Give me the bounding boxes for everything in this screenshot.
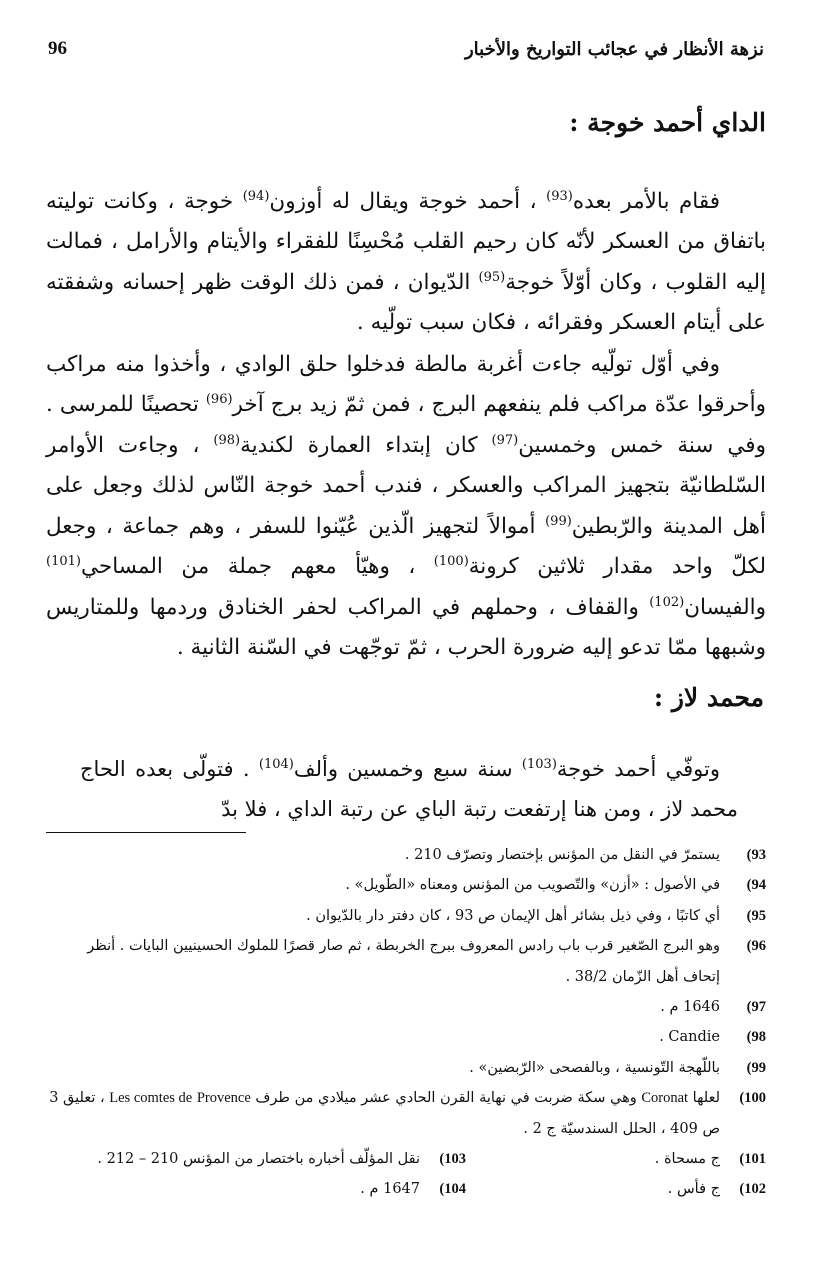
footnote-text: أي كاتبًا ، وفي ذيل بشائر أهل الإيمان ص 93 ، كان دفتر دار بالدّيوان .	[306, 907, 720, 924]
footnote-number: 94)	[746, 877, 766, 894]
text-run: وتوفّي أحمد خوجة	[556, 757, 720, 781]
text-run: ، تعليق 3 ص 409 ، الحلل السندسيّة ج 2 .	[49, 1090, 720, 1137]
footnote-ref-98: (98)	[213, 432, 241, 448]
footnote-ref-104: (104)	[258, 757, 294, 772]
text-run: خوجة ، وكانت توليته باتفاق من العسكر لأنّه كان رحيم القلب مُحْسِنًا للفقراء والأيتام والأرامل ، فمالت إليه القلوب ، وكان أوّلاً خوجة	[46, 188, 766, 295]
footnote-ref-99: (99)	[545, 513, 572, 529]
footnote-text	[46, 1083, 720, 1144]
text-run: وفي أوّل تولّيه جاءت أغربة مالطة فدخلوا حلق الوادي ، وأخذوا منه مراكب وأحرقوا عدّة مراكب فلم ينفعهم البرج ، فمن ثمّ زيد برج آخر	[46, 351, 766, 417]
footnote	[46, 840, 766, 870]
footnote	[46, 992, 766, 1022]
footnote	[46, 870, 766, 900]
paragraph-1	[46, 182, 766, 344]
footnote-text: Candie .	[659, 1029, 720, 1046]
latin-term: Coronat	[641, 1090, 689, 1107]
text-run: سنة سبع وخمسين وألف	[293, 757, 522, 781]
footnote-text: يستمرّ في النقل من المؤنس بإختصار وتصرّف 210 .	[404, 847, 720, 863]
footnote-ref-97: (97)	[491, 432, 519, 448]
footnote	[466, 1144, 766, 1174]
footnote-ref-103: (103)	[521, 757, 557, 772]
footnote-text: 1647 م .	[360, 1181, 420, 1198]
footnote-text: نقل المؤلّف أخباره باختصار من المؤنس 210 – 212 .	[97, 1151, 420, 1168]
footnote	[46, 1022, 766, 1052]
text-run: وهي سكة ضربت في نهاية القرن الحادي عشر ميلادي من طرف	[250, 1090, 642, 1107]
footnote-pair	[46, 1174, 766, 1204]
text-run: الدّيوان ، فمن ذلك الوقت ظهر إحسانه وشفقته على أيتام العسكر وفقرائه ، فكان سبب تولّيه .	[46, 269, 766, 335]
text-run: والفيسان	[684, 594, 766, 620]
latin-term: Provence	[196, 1090, 251, 1107]
footnote	[466, 1174, 766, 1204]
paragraph-2	[46, 345, 766, 669]
footnote	[46, 1174, 466, 1204]
footnote-ref-102: (102)	[649, 594, 685, 610]
footnote-number: 101)	[739, 1151, 766, 1168]
footnote-text: باللّهجة التّونسية ، وبالفصحى «الرّبضين» .	[469, 1059, 720, 1076]
footnote	[46, 931, 766, 992]
footnote	[46, 1083, 766, 1144]
footnote-ref-96: (96)	[205, 391, 233, 407]
text-run: كان إبتداء العمارة لكندية	[240, 432, 492, 458]
footnote	[46, 1144, 466, 1174]
section-heading-mohamed-laz: محمد لاز :	[653, 683, 764, 712]
footnote-number: 100)	[739, 1090, 766, 1107]
text-run: فقام بالأمر بعده	[572, 188, 721, 214]
footnote-number: 97)	[746, 999, 766, 1016]
text-run: ، وهيّأ معهم جملة من المساحي	[80, 554, 434, 579]
footnote-number: 102)	[739, 1181, 766, 1198]
footnote-number: 103)	[439, 1151, 466, 1168]
footnote-number: 99)	[746, 1059, 766, 1076]
footnote-ref-94: (94)	[242, 188, 270, 204]
text-run: . فتولّى بعده الحاج محمد لاز ، ومن هنا إرتفعت رتبة الباي عن رتبة الداي ، فلا بدّ	[80, 757, 738, 821]
section-heading-ahmad-khouja: الداي أحمد خوجة :	[569, 108, 766, 137]
footnotes	[46, 840, 766, 1205]
text-run: أموالاً لتجهيز الّذين عُيّنوا للسفر ، وهم جماعة ، وجعل لكلّ واحد مقدار ثلاثين كرونة	[46, 513, 766, 579]
latin-term: Les comtes de	[109, 1090, 193, 1107]
footnote-number: 104)	[439, 1181, 466, 1198]
running-head	[48, 34, 764, 64]
book-title: نزهة الأنظار في عجائب التواريخ والأخبار	[464, 38, 764, 60]
text-run: ، أحمد خوجة ويقال له أوزون	[269, 188, 547, 214]
footnote-text: في الأصول : «أزن» والتّصويب من المؤنس ومعناه «الطّويل» .	[345, 877, 720, 894]
text-run: تحصينًا للمرسى . وفي سنة خمس وخمسين	[46, 392, 766, 458]
text-run: والقفاف ، وحملهم في المراكب لحفر الخنادق وردمها وللمتاريس وشبهها ممّا تدعو إليه ضرورة الحرب ، ثمّ توجّهت في السّنة الثانية .	[46, 594, 766, 660]
footnote-ref-93: (93)	[546, 188, 573, 204]
footnote-divider	[46, 832, 246, 833]
page-number: 96	[48, 38, 67, 59]
text-run: ، وجاءت الأوامر السّلطانيّة بتجهيز المراكب والعسكر ، فندب أحمد خوجة النّاس لذلك وجعل على أهل المدينة والرّبطين	[46, 432, 766, 539]
footnote	[46, 901, 766, 931]
footnote-ref-101: (101)	[46, 553, 81, 569]
footnote-text: 1646 م .	[660, 999, 720, 1016]
footnote-ref-100: (100)	[433, 553, 469, 569]
footnote-number: 98)	[746, 1029, 766, 1046]
footnote-number: 96)	[746, 938, 766, 955]
footnote	[46, 1053, 766, 1083]
footnote-text: وهو البرج الصّغير قرب باب رادس المعروف ببرج الخربطة ، ثم صار قصرًا للملوك الحسينيين البايات . أنظر إتحاف أهل الزّمان 38/2 .	[87, 938, 720, 985]
text-run: لعلها	[688, 1090, 720, 1107]
paragraph-3	[80, 749, 738, 829]
footnote-pair	[46, 1144, 766, 1174]
footnote-ref-95: (95)	[478, 269, 506, 285]
footnote-number: 93)	[746, 847, 766, 863]
footnote-text: ج مسحاة .	[654, 1151, 720, 1168]
footnote-number: 95)	[746, 907, 766, 924]
footnote-text: ج فأس .	[667, 1181, 720, 1198]
